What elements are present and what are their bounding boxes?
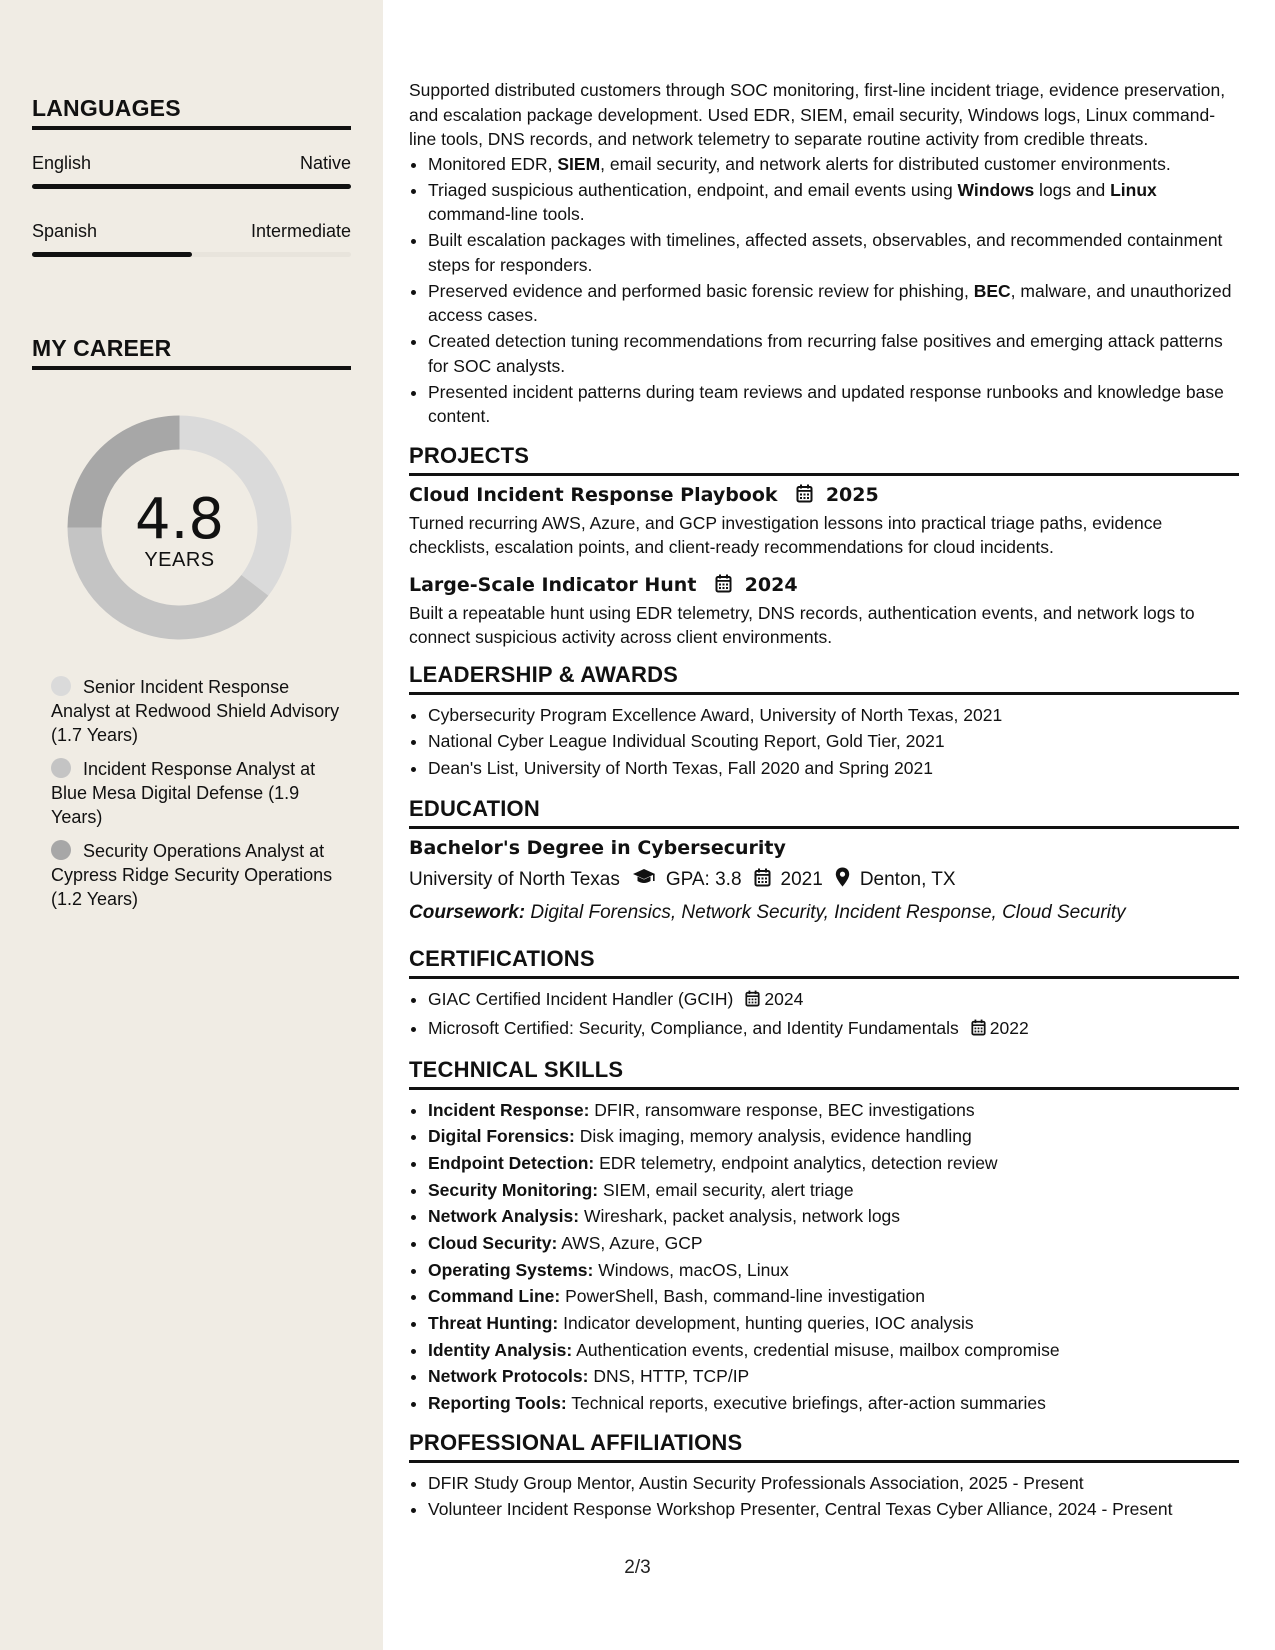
section-rule bbox=[409, 1087, 1239, 1090]
list-item: • Threat Hunting: Indicator development, hunting queries, IOC analysis bbox=[428, 1311, 1239, 1336]
map-pin-icon bbox=[835, 867, 850, 893]
list-item: • Presented incident patterns during team reviews and updated response runbooks and knowledge base content. bbox=[428, 380, 1239, 429]
list-item: • National Cyber League Individual Scouting Report, Gold Tier, 2021 bbox=[428, 729, 1239, 754]
page-number: 2/3 bbox=[624, 1557, 651, 1578]
calendar-icon bbox=[745, 989, 760, 1014]
calendar-icon bbox=[796, 484, 813, 508]
list-item: • Microsoft Certified: Security, Compliance, and Identity Fundamentals 2022 bbox=[428, 1016, 1239, 1043]
language-level: Intermediate bbox=[250, 221, 351, 241]
list-item: • Volunteer Incident Response Workshop Presenter, Central Texas Cyber Alliance, 2024 - Present bbox=[428, 1497, 1239, 1522]
main-content bbox=[409, 78, 1239, 1524]
language-name: English bbox=[32, 153, 92, 173]
legend-dot bbox=[51, 676, 71, 696]
education-gpa: GPA: 3.8 bbox=[665, 869, 742, 891]
list-item: • Operating Systems: Windows, macOS, Linux bbox=[428, 1258, 1239, 1283]
section-rule bbox=[409, 976, 1239, 979]
graduation-cap-icon bbox=[632, 868, 656, 892]
list-item: • Endpoint Detection: EDR telemetry, endpoint analytics, detection review bbox=[428, 1151, 1239, 1176]
section-rule bbox=[409, 1460, 1239, 1463]
project-year: 2025 bbox=[825, 483, 879, 506]
career-total-unit: YEARS bbox=[144, 549, 215, 571]
list-item: • Command Line: PowerShell, Bash, command-line investigation bbox=[428, 1284, 1239, 1309]
certification-year: 2024 bbox=[764, 989, 804, 1010]
career-legend-item bbox=[51, 839, 341, 911]
list-item: • Network Analysis: Wireshark, packet analysis, network logs bbox=[428, 1204, 1239, 1229]
language-row-english bbox=[32, 153, 351, 174]
affiliations-heading: PROFESSIONAL AFFILIATIONS bbox=[409, 1429, 743, 1455]
education-school: University of North Texas bbox=[409, 869, 620, 891]
list-item: • GIAC Certified Incident Handler (GCIH) 2024 bbox=[428, 987, 1239, 1014]
skills-list bbox=[409, 1098, 1239, 1416]
list-item: • Dean's List, University of North Texas, Fall 2020 and Spring 2021 bbox=[428, 756, 1239, 781]
language-row-spanish bbox=[32, 221, 351, 242]
language-name: Spanish bbox=[32, 221, 98, 241]
legend-dot bbox=[51, 758, 71, 778]
career-heading-rule bbox=[32, 366, 351, 370]
education-location: Denton, TX bbox=[859, 869, 956, 891]
list-item: • Monitored EDR, SIEM, email security, and network alerts for distributed customer environments. bbox=[428, 152, 1239, 177]
skills-heading: TECHNICAL SKILLS bbox=[409, 1056, 624, 1082]
project-year: 2024 bbox=[744, 573, 798, 596]
list-item: • DFIR Study Group Mentor, Austin Security Professionals Association, 2025 - Present bbox=[428, 1471, 1239, 1496]
section-rule bbox=[409, 473, 1239, 476]
certifications-heading: CERTIFICATIONS bbox=[409, 946, 595, 972]
career-legend-label: Incident Response Analyst at Blue Mesa Digital Defense (1.9 Years) bbox=[51, 759, 316, 827]
leadership-list bbox=[409, 703, 1239, 781]
list-item: • Security Monitoring: SIEM, email security, alert triage bbox=[428, 1178, 1239, 1203]
language-bar-spanish bbox=[32, 252, 351, 257]
education-year: 2021 bbox=[780, 869, 823, 891]
list-item: • Triaged suspicious authentication, endpoint, and email events using Windows logs and Linux command-line tools. bbox=[428, 178, 1239, 227]
career-total-years: 4.8 bbox=[134, 487, 225, 552]
leadership-heading: LEADERSHIP & AWARDS bbox=[409, 661, 679, 687]
list-item: • Identity Analysis: Authentication events, credential misuse, mailbox compromise bbox=[428, 1338, 1239, 1363]
list-item: • Digital Forensics: Disk imaging, memory analysis, evidence handling bbox=[428, 1124, 1239, 1149]
career-legend-item bbox=[51, 675, 341, 747]
list-item: • Network Protocols: DNS, HTTP, TCP/IP bbox=[428, 1364, 1239, 1389]
project-title: Large-Scale Indicator Hunt 2024 bbox=[409, 573, 798, 596]
experience-bullets bbox=[409, 152, 1239, 429]
certification-year: 2022 bbox=[989, 1018, 1029, 1039]
career-legend bbox=[51, 675, 341, 921]
career-donut-chart bbox=[67, 415, 292, 640]
sidebar bbox=[0, 0, 383, 1650]
list-item: • Created detection tuning recommendations from recurring false positives and emerging attack patterns for SOC analysts. bbox=[428, 329, 1239, 378]
legend-dot bbox=[51, 840, 71, 860]
list-item: • Built escalation packages with timelines, affected assets, observables, and recommended containment steps for responders. bbox=[428, 228, 1239, 277]
career-legend-item bbox=[51, 757, 341, 829]
education-heading: EDUCATION bbox=[409, 796, 540, 822]
languages-heading: LANGUAGES bbox=[32, 95, 181, 121]
career-heading: MY CAREER bbox=[32, 335, 172, 361]
calendar-icon bbox=[971, 1018, 986, 1043]
calendar-icon bbox=[715, 574, 732, 598]
list-item: • Cybersecurity Program Excellence Award, University of North Texas, 2021 bbox=[428, 703, 1239, 728]
section-rule bbox=[409, 692, 1239, 695]
languages-heading-rule bbox=[32, 126, 351, 130]
affiliations-list bbox=[409, 1471, 1239, 1522]
career-legend-label: Senior Incident Response Analyst at Redwood Shield Advisory (1.7 Years) bbox=[51, 677, 340, 745]
career-legend-label: Security Operations Analyst at Cypress Ridge Security Operations (1.2 Years) bbox=[51, 841, 333, 909]
project-description: Turned recurring AWS, Azure, and GCP investigation lessons into practical triage paths, evidence checklists, escalation points, and client-ready recommendations for cloud incidents. bbox=[409, 512, 1163, 557]
projects-heading: PROJECTS bbox=[409, 442, 530, 468]
language-level: Native bbox=[299, 153, 351, 173]
education-degree: Bachelor's Degree in Cybersecurity bbox=[409, 837, 786, 860]
language-bar-fill bbox=[32, 252, 192, 257]
certifications-list bbox=[409, 987, 1239, 1042]
project-description: Built a repeatable hunt using EDR telemetry, DNS records, authentication events, and network logs to connect suspicious activity across client environments. bbox=[409, 602, 1195, 647]
list-item: • Incident Response: DFIR, ransomware response, BEC investigations bbox=[428, 1098, 1239, 1123]
project-title: Cloud Incident Response Playbook 2025 bbox=[409, 483, 879, 506]
language-bar-english bbox=[32, 184, 351, 189]
experience-summary: Supported distributed customers through SOC monitoring, first-line incident triage, evidence preservation, and escalation package development. Used EDR, SIEM, email security, Windows logs, Linux command-line tools, DNS records, and network telemetry to separate routine activity from credible threats. bbox=[409, 80, 1226, 149]
list-item: • Preserved evidence and performed basic forensic review for phishing, BEC, malware, and unauthorized access cases. bbox=[428, 279, 1239, 328]
language-bar-fill bbox=[32, 184, 351, 189]
calendar-icon bbox=[754, 868, 771, 893]
list-item: • Reporting Tools: Technical reports, executive briefings, after-action summaries bbox=[428, 1391, 1239, 1416]
education-meta bbox=[409, 867, 1239, 893]
education-coursework: Coursework: Digital Forensics, Network Security, Incident Response, Cloud Security bbox=[409, 902, 1126, 924]
section-rule bbox=[409, 826, 1239, 829]
list-item: • Cloud Security: AWS, Azure, GCP bbox=[428, 1231, 1239, 1256]
